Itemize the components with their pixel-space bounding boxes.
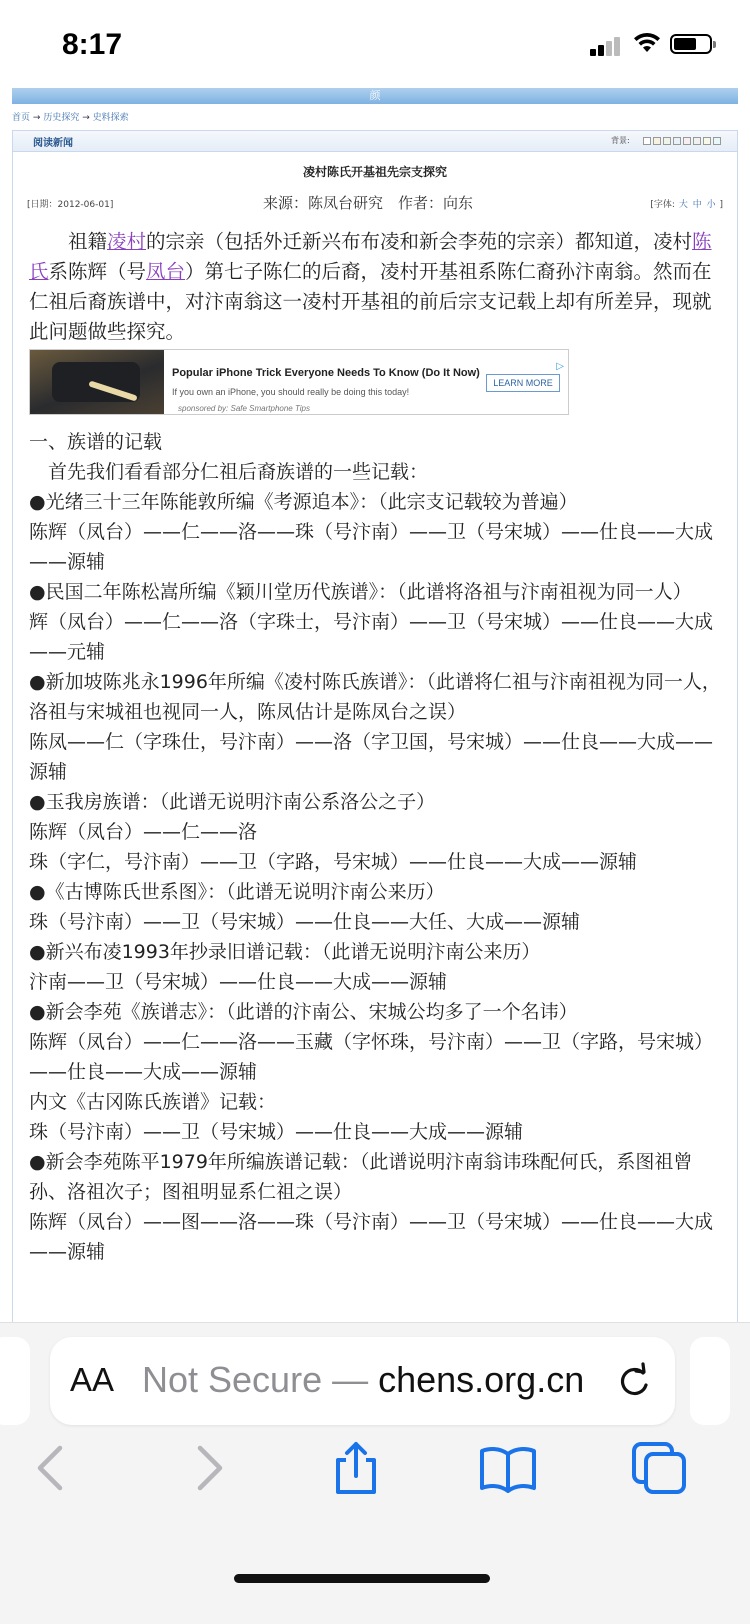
genealogy-line: 陈辉（凤台）——仁——洛——玉藏（字怀珠，号汴南）——卫（字路，号宋城）——仕良——大成——源辅 xyxy=(29,1031,714,1083)
section-intro: 首先我们看看部分仁祖后裔族谱的一些记载： xyxy=(48,461,429,483)
ad-description: If you own an iPhone, you should really be doing this today! xyxy=(172,387,410,397)
site-header-band: 颜 xyxy=(12,88,738,104)
article-date: [日期：2012-06-01] xyxy=(27,200,114,210)
genealogy-line: ●新会李苑陈平1979年所编族谱记载：（此谱说明汴南翁讳珠配何氏，系图祖曾孙、洛祖次子；图祖明显系仁祖之误） xyxy=(29,1151,693,1203)
reader-settings-button[interactable]: AA xyxy=(70,1361,115,1398)
genealogy-line: ●玉我房族谱：（此谱无说明汴南公系洛公之子） xyxy=(29,791,436,813)
genealogy-line: 陈辉（凤台）——图——洛——珠（号汴南）——卫（号宋城）——仕良——大成——源辅 xyxy=(29,1211,714,1263)
web-page xyxy=(12,88,738,1368)
forward-icon[interactable] xyxy=(178,1440,238,1496)
bookmarks-icon[interactable] xyxy=(478,1440,538,1496)
background-label: 背景: xyxy=(611,136,630,145)
not-secure-label: Not Secure — xyxy=(142,1359,379,1400)
section-heading: 一、族谱的记载 xyxy=(29,431,163,453)
genealogy-line: ●新加坡陈兆永1996年所编《凌村陈氏族谱》：（此谱将仁祖与汴南祖视为同一人，洛祖与宋城祖也视同一人，陈凤估计是陈凤台之误） xyxy=(29,671,721,723)
sponsored-ad[interactable] xyxy=(29,349,569,415)
breadcrumb-separator: → xyxy=(32,113,41,123)
lead-text: 祖籍 xyxy=(68,230,108,253)
genealogy-line: 陈凤——仁（字珠仕，号汴南）——洛（字卫国，号宋城）——仕良——大成——源辅 xyxy=(29,731,714,783)
breadcrumb-home-link[interactable]: 首页 xyxy=(12,113,31,123)
breadcrumb-sources-link[interactable]: 史料探索 xyxy=(92,113,129,123)
wifi-icon xyxy=(633,32,661,54)
genealogy-line: 珠（字仁，号汴南）——卫（字路，号宋城）——仕良——大成——源辅 xyxy=(29,851,638,873)
font-size-selector xyxy=(650,197,723,210)
ad-title[interactable]: Popular iPhone Trick Everyone Needs To Know (Do It Now) xyxy=(172,367,480,379)
article-title: 凌村陈氏开基祖先宗支探究 xyxy=(302,165,447,179)
lead-text: 系陈辉（号 xyxy=(48,260,147,283)
status-bar xyxy=(0,0,750,88)
genealogy-line: 汴南——卫（号宋城）——仕良——大成——源辅 xyxy=(29,971,448,993)
tab-read-news[interactable]: 阅读新闻 xyxy=(33,138,73,149)
ad-learn-more-button[interactable]: LEARN MORE xyxy=(486,374,560,392)
share-icon[interactable] xyxy=(326,1440,386,1496)
ad-choices-icon[interactable]: ▷ xyxy=(556,361,564,372)
genealogy-line: ●新会李苑《族谱志》：（此谱的汴南公、宋城公均多了一个名讳） xyxy=(29,1001,578,1023)
genealogy-line: ●《古博陈氏世系图》：（此谱无说明汴南公来历） xyxy=(29,881,445,903)
cellular-signal-icon xyxy=(590,34,622,56)
previous-tab-peek[interactable] xyxy=(0,1337,30,1425)
ad-sponsor: sponsored by: Safe Smartphone Tips xyxy=(178,404,311,413)
article-source-author: 来源：陈凤台研究 作者：向东 xyxy=(263,194,474,212)
font-medium-link[interactable]: 中 xyxy=(692,200,702,210)
tabs-icon[interactable] xyxy=(630,1440,690,1496)
font-size-label-close: ] xyxy=(719,200,723,210)
address-bar[interactable] xyxy=(50,1337,675,1425)
article-frame xyxy=(12,130,738,1382)
link-chenshi[interactable]: 陈氏 xyxy=(29,230,712,283)
battery-icon xyxy=(670,34,712,54)
home-indicator[interactable] xyxy=(234,1574,490,1583)
genealogy-line: 辉（凤台）——仁——洛（字珠士，号汴南）——卫（号宋城）——仕良——大成——元辅 xyxy=(29,611,714,663)
article-tab-bar xyxy=(13,131,737,152)
link-fengtai[interactable]: 凤台 xyxy=(146,260,186,283)
status-time: 8:17 xyxy=(62,28,123,61)
genealogy-line: ●民国二年陈松嵩所编《颖川堂历代族谱》：（此谱将洛祖与汴南祖视为同一人） xyxy=(29,581,692,603)
next-tab-peek[interactable] xyxy=(690,1337,730,1425)
article-body xyxy=(29,227,723,1267)
font-large-link[interactable]: 大 xyxy=(678,200,688,210)
genealogy-line: ●光绪三十三年陈能敦所编《考源追本》：（此宗支记载较为普遍） xyxy=(29,491,578,513)
genealogy-line: ●新兴布凌1993年抄录旧谱记载：（此谱无说明汴南公来历） xyxy=(29,941,541,963)
background-swatches[interactable] xyxy=(643,137,721,145)
genealogy-line: 陈辉（凤台）——仁——洛——珠（号汴南）——卫（号宋城）——仕良——大成——源辅 xyxy=(29,521,714,573)
genealogy-line: 内文《古冈陈氏族谱》记载： xyxy=(29,1091,277,1113)
lead-paragraph xyxy=(29,227,723,347)
genealogy-line: 陈辉（凤台）——仁——洛 xyxy=(29,821,258,843)
url-text[interactable] xyxy=(142,1359,584,1401)
font-small-link[interactable]: 小 xyxy=(706,200,716,210)
breadcrumb-history-link[interactable]: 历史探究 xyxy=(43,113,80,123)
lead-text: ）第七子陈仁的后裔，凌村开基祖系陈仁裔孙汴南翁。然而在仁祖后裔族谱中，对汴南翁这一凌村开基祖的前后宗支记载上却有所差异，现就此问题做些探究。 xyxy=(29,260,712,343)
breadcrumb xyxy=(12,110,129,123)
font-size-label: [字体: xyxy=(650,200,675,210)
ad-image xyxy=(30,350,164,414)
link-lingcun[interactable]: 凌村 xyxy=(107,230,147,253)
back-icon[interactable] xyxy=(22,1440,82,1496)
domain-label: chens.org.cn xyxy=(378,1359,585,1400)
genealogy-line: 珠（号汴南）——卫（号宋城）——仕良——大成——源辅 xyxy=(29,1121,524,1143)
reload-icon[interactable] xyxy=(614,1361,654,1401)
lead-text: 的宗亲（包括外迁新兴布布凌和新会李苑的宗亲）都知道，凌村 xyxy=(146,230,693,253)
genealogy-line: 珠（号汴南）——卫（号宋城）——仕良——大任、大成——源辅 xyxy=(29,911,581,933)
breadcrumb-separator: → xyxy=(82,113,90,123)
